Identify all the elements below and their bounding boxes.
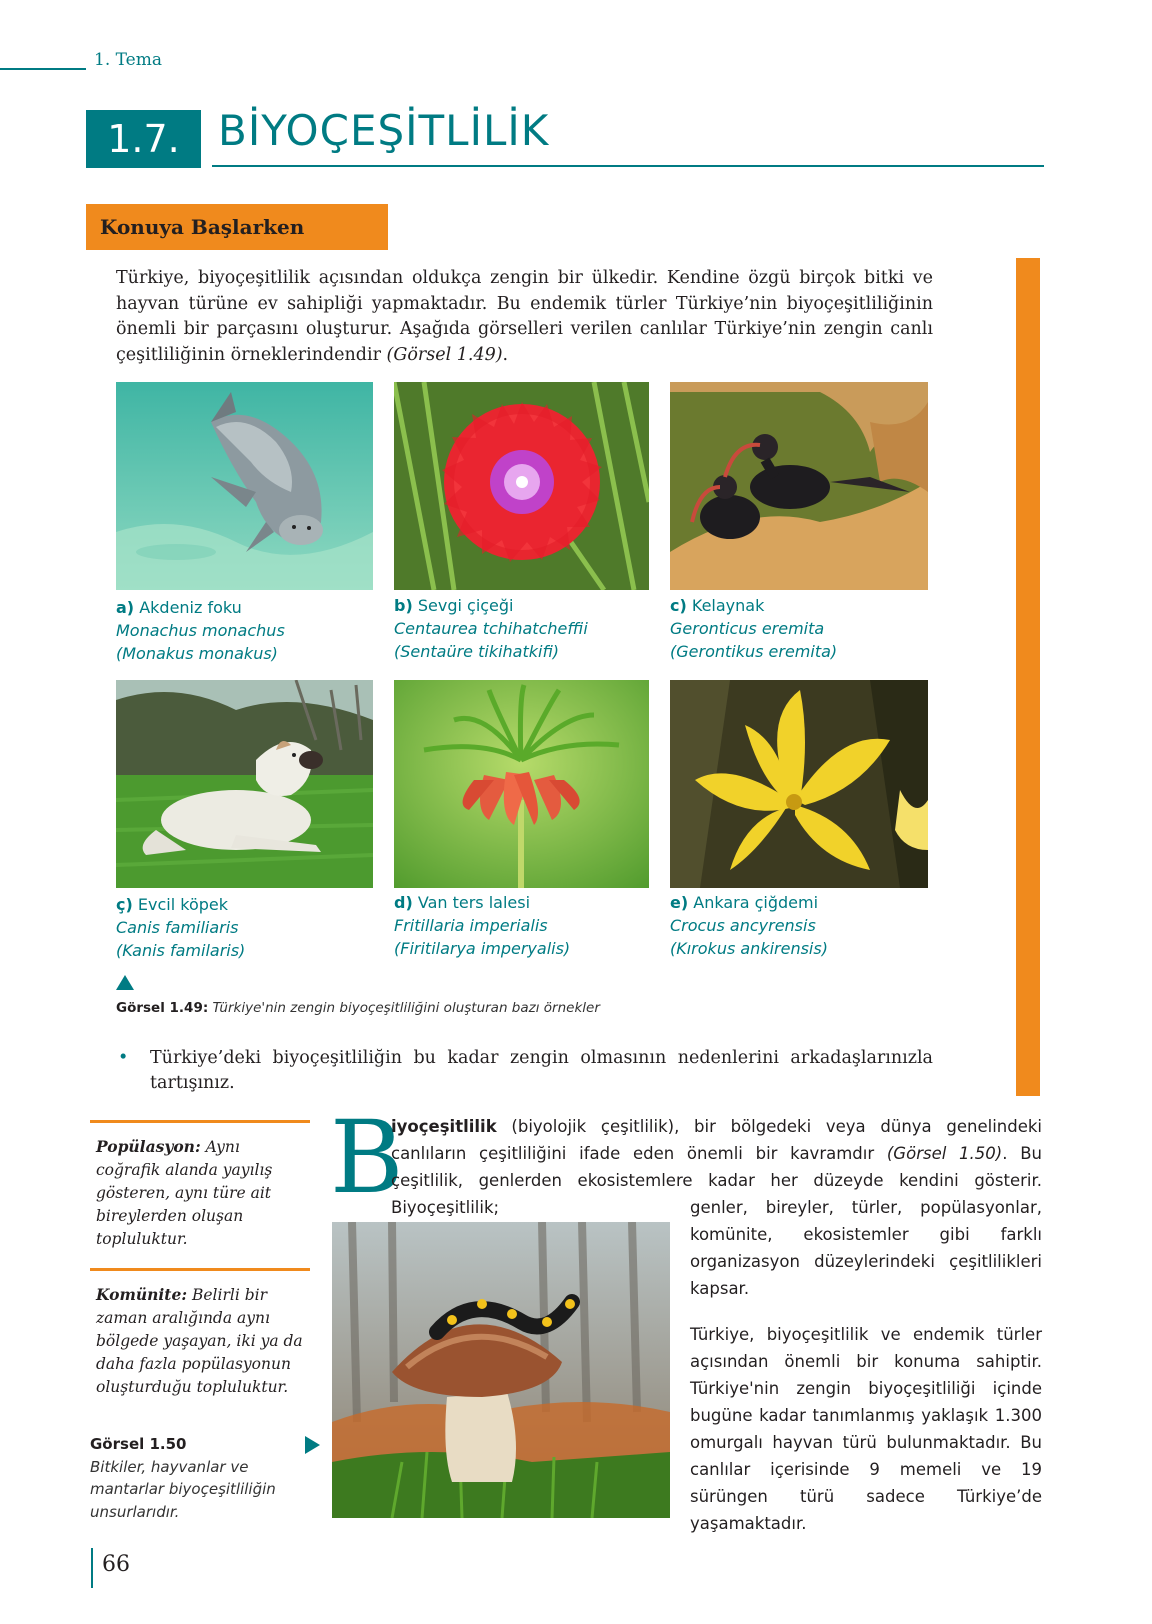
body-paragraph-2: Türkiye, biyoçeşitlilik ve endemik türler açısından önemli bir konuma sahiptir. Türkiye'nin zengin biyoçeşitliliği içinde bugüne kadar tanımlanmış yaklaşık 1.300 omurgalı hayvan türü bulunmaktadır. Bu canlılar içerisinde 9 memeli ve 19 sürüngen türü sadece Türkiye’de yaşamaktadır.: [690, 1325, 1042, 1533]
figure-up-arrow-icon: [116, 975, 134, 990]
species-caption-b: b) Sevgi çiçeği Centaurea tchihatcheffii (Sentaüre tikihatkifi): [394, 596, 588, 661]
theme-rule: [0, 68, 86, 70]
body-paragraph-1-continued: genler, bireyler, türler, popülasyonlar, komünite, ekosistemler gibi farklı organizasyon düzeylerindeki çeşitlilikleri kapsar.: [690, 1198, 1042, 1298]
figure-150-caption: Görsel 1.50 Bitkiler, hayvanlar ve mantarlar biyoçeşitliliğin unsurlarıdır.: [90, 1435, 276, 1521]
section-title: BİYOÇEŞİTLİLİK: [218, 106, 550, 155]
community-definition: Komünite: Belirli bir zaman aralığında aynı bölgede yaşayan, iki ya da daha fazla popülasyonun oluşturduğu topluluktur.: [96, 1285, 303, 1396]
sidebar-rule-community: [90, 1268, 310, 1271]
page-number: 66: [102, 1552, 130, 1577]
species-caption-c-cedilla: ç) Evcil köpek Canis familiaris (Kanis familaris): [116, 895, 246, 960]
species-caption-c: c) Kelaynak Geronticus eremita (Gerontikus eremita): [670, 596, 838, 661]
drop-cap: B: [330, 1099, 404, 1216]
title-rule: [212, 165, 1044, 167]
side-accent-bar: [1016, 258, 1040, 1096]
seal-photo: [116, 382, 373, 590]
discussion-bullet: • Türkiye’deki biyoçeşitliliğin bu kadar zengin olmasının nedenlerini arkadaşlarınızla tartışınız.: [118, 1048, 933, 1093]
species-caption-a: a) Akdeniz foku Monachus monachus (Monakus monakus): [116, 598, 285, 663]
sidebar-rule-population: [90, 1120, 310, 1123]
ibis-photo: [670, 382, 928, 590]
yellow-crocus-photo: [670, 680, 928, 888]
species-caption-d: d) Van ters lalesi Fritillaria imperialis (Firitilarya imperyalis): [394, 893, 571, 958]
intro-heading: Konuya Başlarken: [86, 204, 388, 250]
section-number: 1.7.: [86, 110, 201, 168]
page-number-rule: [91, 1548, 93, 1588]
bullet-icon: •: [118, 1048, 129, 1068]
dog-photo: [116, 680, 373, 888]
theme-label: 1. Tema: [94, 50, 162, 70]
body-paragraph-1: iyoçeşitlilik (biyolojik çeşitlilik), bir bölgedeki veya dünya genelindeki canlıların çeşitliliğini ifade eden önemli bir kavramdır (Görsel 1.50). Bu çeşitlilik, genlerden ekosistemlere kadar her düzeyde kendini gösterir. Biyoçeşitlilik;: [391, 1117, 1042, 1217]
intro-paragraph: Türkiye, biyoçeşitlilik açısından oldukça zengin bir ülkedir. Kendine özgü birçok bitki ve hayvan türüne ev sahipliği yapmaktadır. Bu endemik türler Türkiye’nin biyoçeşitliliğinin önemli bir parçasını oluşturur. Aşağıda görselleri verilen canlılar Türkiye’nin zengin canlı çeşitliliğinin örneklerindendir (Görsel 1.49).: [116, 268, 933, 365]
red-flower-photo: [394, 382, 649, 590]
figure-149-caption: Görsel 1.49: Türkiye'nin zengin biyoçeşitliliğini oluşturan bazı örnekler: [116, 1000, 600, 1016]
fritillaria-photo: [394, 680, 649, 888]
species-caption-e: e) Ankara çiğdemi Crocus ancyrensis (Kırokus ankirensis): [670, 893, 828, 958]
population-definition: Popülasyon: Aynı coğrafik alanda yayılış gösteren, aynı türe ait bireylerden oluşan topluluktur.: [96, 1137, 273, 1248]
figure-right-arrow-icon: [305, 1436, 320, 1454]
salamander-mushroom-photo: [332, 1222, 670, 1518]
